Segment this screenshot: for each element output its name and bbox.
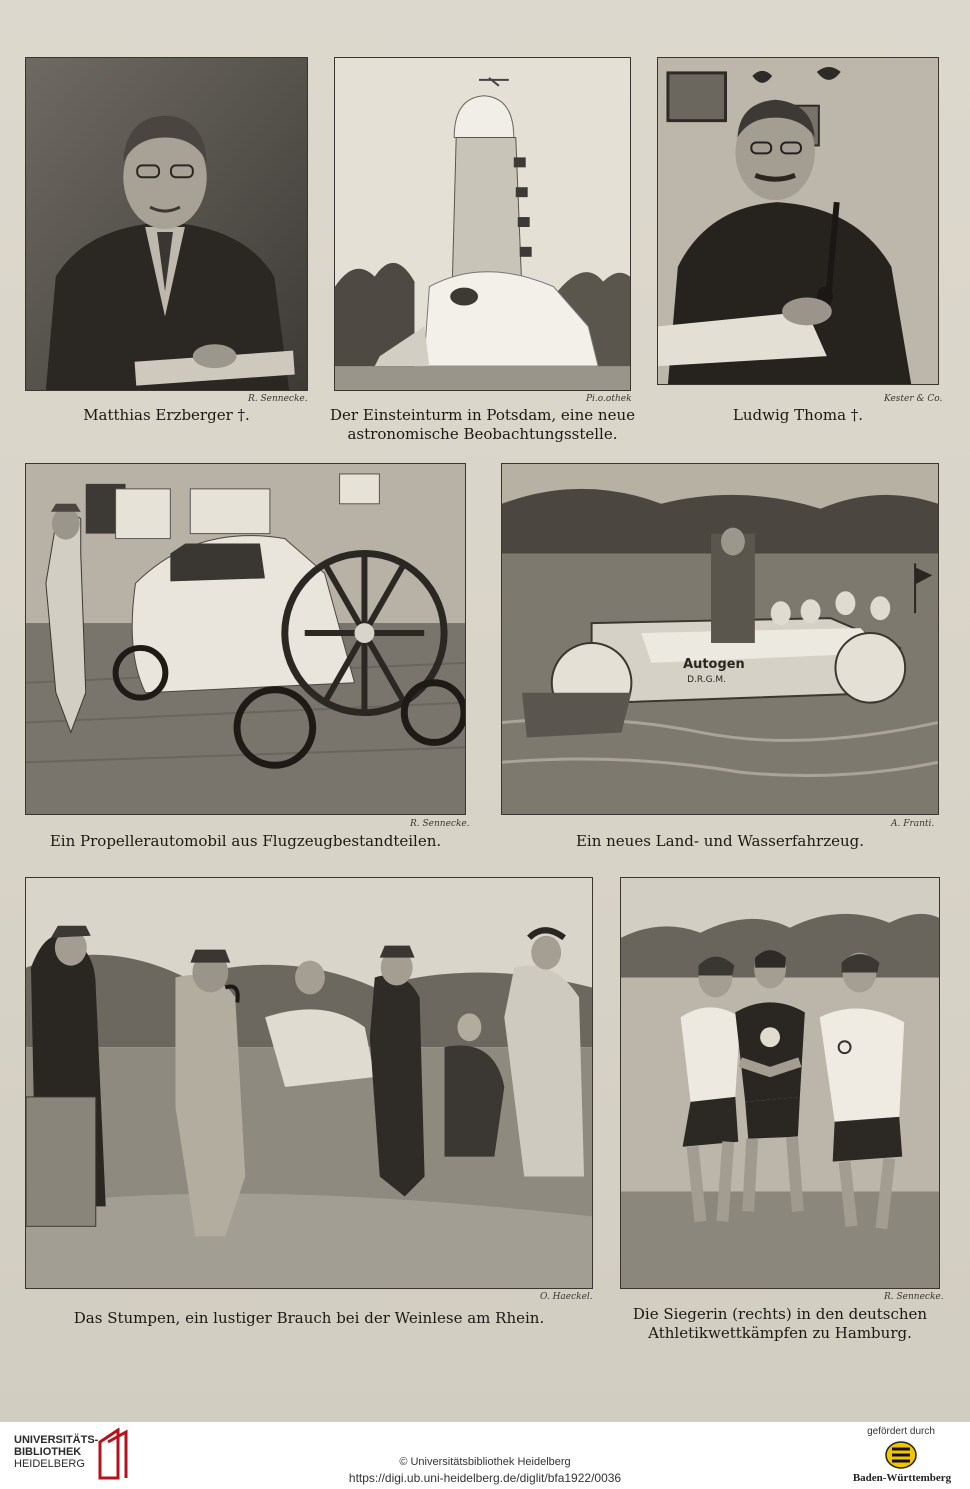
caption-stumpen <box>25 1309 593 1328</box>
photo-thoma <box>657 57 939 385</box>
photo-siegerin <box>620 877 940 1289</box>
copyright-text: © Universitätsbibliothek Heidelberg <box>399 1456 571 1468</box>
caption-siegerin <box>620 1305 940 1343</box>
caption-autogen-line: Ein neues Land- und Wasserfahrzeug. <box>575 832 865 850</box>
source-url[interactable]: https://digi.ub.uni-heidelberg.de/diglit/bfa1922/0036 <box>348 1471 622 1485</box>
caption-stumpen-line: Das Stumpen, ein lustiger Brauch bei der Weinlese am Rhein. <box>73 1309 545 1327</box>
photo-autogen <box>501 463 939 815</box>
caption-siegerin-line-1: Die Siegerin (rechts) in den deutschen <box>632 1305 928 1323</box>
photo-stumpen <box>25 877 593 1289</box>
credit-erzberger: R. Sennecke. <box>248 394 308 404</box>
caption-thoma <box>657 406 939 425</box>
photo-propellerauto <box>25 463 466 815</box>
library-name-line-1: UNIVERSITÄTS- <box>14 1434 99 1446</box>
caption-erzberger <box>25 406 308 425</box>
caption-propellerauto-line: Ein Propellerautomobil aus Flugzeugbestandteilen. <box>49 832 442 850</box>
vehicle-label-autogen: Autogen <box>683 656 745 672</box>
sponsor-label: gefördert durch <box>867 1426 935 1437</box>
credit-stumpen: O. Haeckel. <box>540 1292 593 1302</box>
credit-propellerauto: R. Sennecke. <box>410 819 470 829</box>
credit-thoma: Kester & Co. <box>884 394 943 404</box>
vehicle-label-drgm: D.R.G.M. <box>687 674 726 685</box>
baden-wuerttemberg-crest-icon <box>884 1440 918 1470</box>
library-name-line-2: BIBLIOTHEK <box>14 1446 82 1458</box>
credit-einsteinturm: Pi.o.othek <box>586 394 632 404</box>
caption-thoma-line: Ludwig Thoma †. <box>732 406 864 424</box>
caption-propellerauto <box>25 832 466 851</box>
library-name-line-3: HEIDELBERG <box>14 1458 85 1470</box>
caption-einsteinturm-line-2: astronomische Beobachtungsstelle. <box>347 425 618 443</box>
caption-autogen <box>501 832 939 851</box>
caption-einsteinturm <box>320 406 645 444</box>
sponsor-name: Baden-Württemberg <box>852 1472 952 1484</box>
caption-einsteinturm-line-1: Der Einsteinturm in Potsdam, eine neue <box>330 406 635 424</box>
photo-erzberger <box>25 57 308 391</box>
caption-siegerin-line-2: Athletikwettkämpfen zu Hamburg. <box>648 1324 912 1342</box>
credit-siegerin: R. Sennecke. <box>884 1292 944 1302</box>
caption-erzberger-line: Matthias Erzberger †. <box>83 406 250 424</box>
credit-autogen: A. Franti. <box>891 819 935 829</box>
photo-einsteinturm <box>334 57 631 391</box>
